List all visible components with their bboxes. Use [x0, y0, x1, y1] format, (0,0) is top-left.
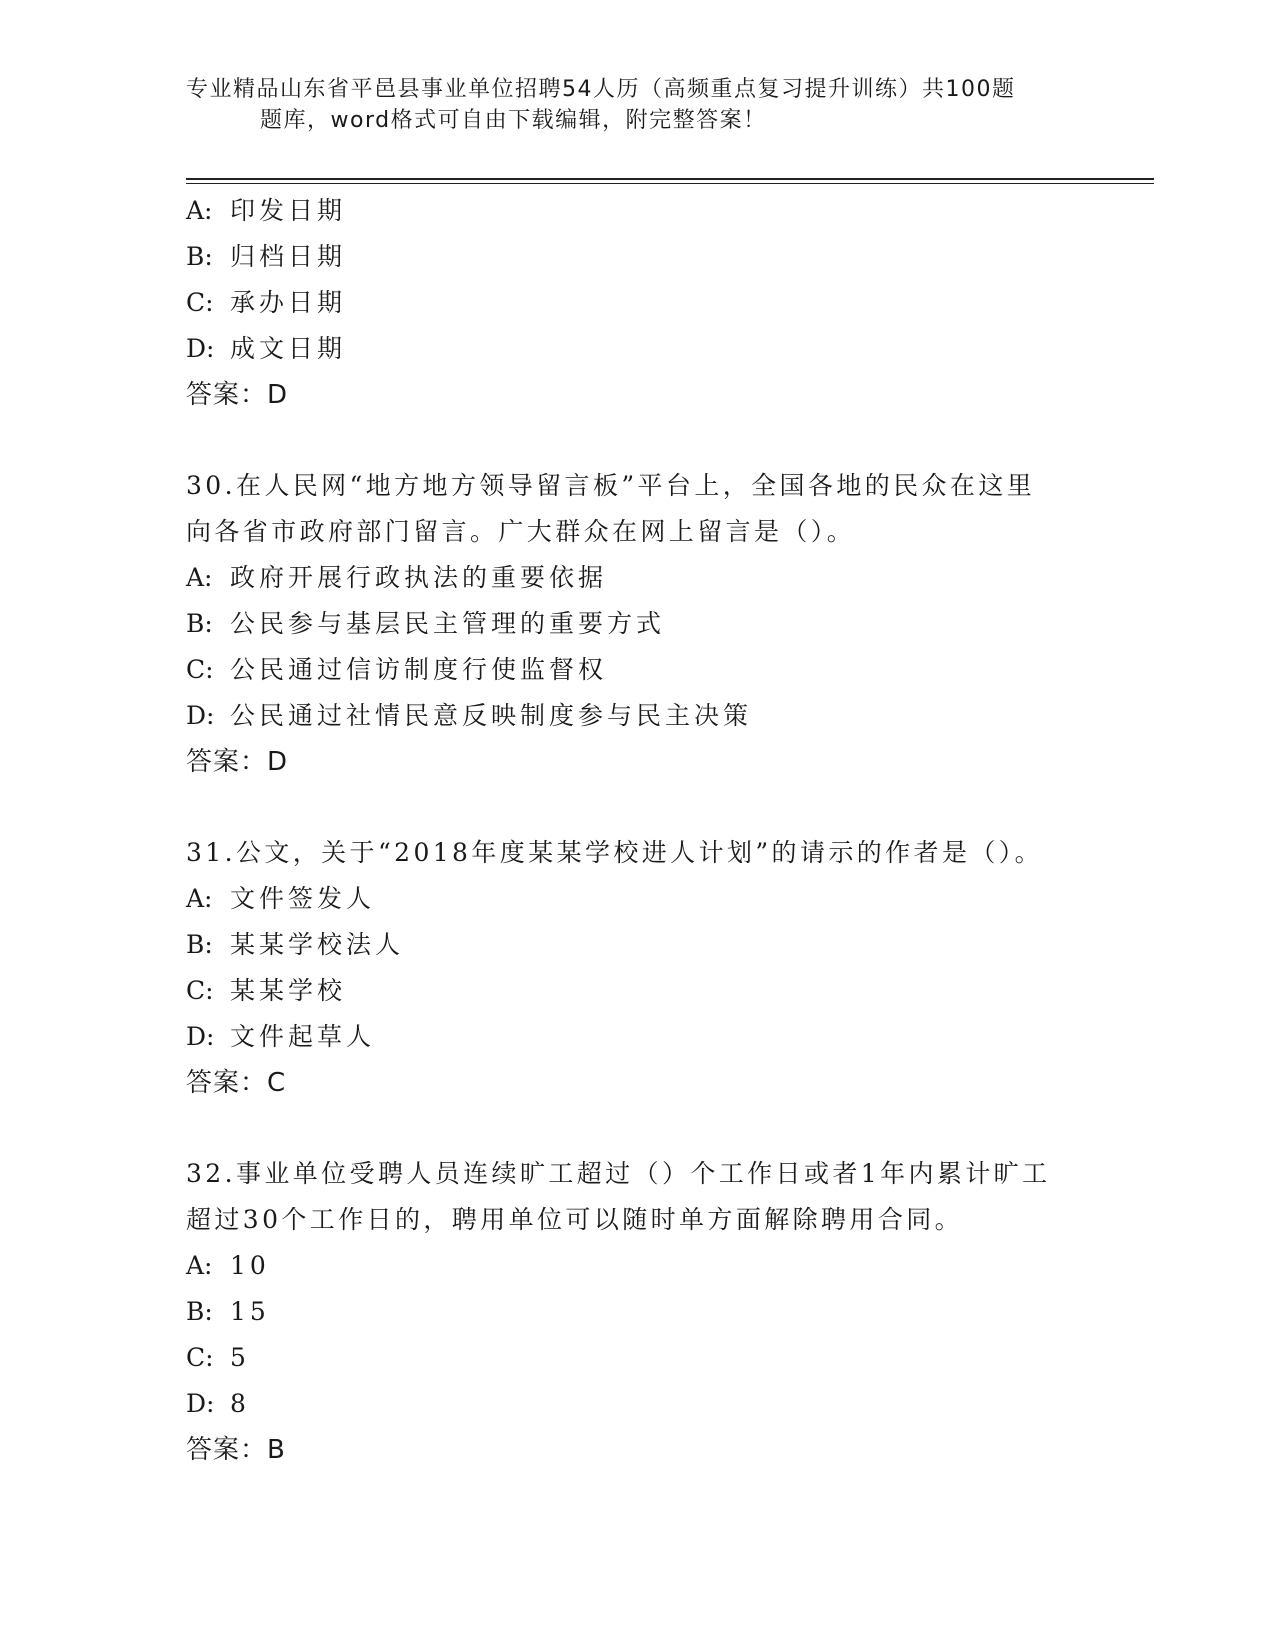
- option-d: [186, 1014, 1086, 1060]
- option-text: 10: [230, 1251, 270, 1280]
- option-a: [186, 1243, 1086, 1289]
- option-text: 承办日期: [230, 288, 347, 317]
- option-text: 文件起草人: [230, 1022, 376, 1051]
- option-text: 印发日期: [230, 196, 347, 225]
- question-32: [186, 1151, 1086, 1473]
- option-letter: A:: [186, 563, 213, 592]
- option-letter: A:: [186, 884, 213, 913]
- option-letter: B:: [186, 609, 213, 638]
- option-a: [186, 555, 1086, 601]
- option-letter: C:: [186, 288, 214, 317]
- option-letter: D:: [186, 701, 215, 730]
- option-letter: D:: [186, 1022, 215, 1051]
- answer-label: 答案：: [186, 1068, 268, 1098]
- answer-label: 答案：: [186, 747, 268, 777]
- header-title-line-2: 题库，word格式可自由下载编辑，附完整答案！: [260, 108, 767, 133]
- option-letter: B:: [186, 1297, 213, 1326]
- option-b: [186, 601, 1086, 647]
- header-rule-thin: [186, 183, 1154, 184]
- answer-label: 答案：: [186, 380, 268, 410]
- option-text: 归档日期: [230, 242, 347, 271]
- option-text: 公民参与基层民主管理的重要方式: [230, 609, 666, 638]
- document-header: [186, 74, 1066, 136]
- question-list: [186, 188, 1086, 1473]
- answer-value: B: [267, 1435, 286, 1465]
- option-text: 15: [230, 1297, 270, 1326]
- option-b: [186, 922, 1086, 968]
- option-c: [186, 280, 1086, 326]
- option-a: [186, 876, 1086, 922]
- question-stem: 30.在人民网“地方地方领导留言板”平台上，全国各地的民众在这里: [186, 471, 1036, 500]
- answer-line: [186, 1060, 1086, 1106]
- question-30: [186, 463, 1086, 785]
- option-d: [186, 693, 1086, 739]
- option-text: 公民通过信访制度行使监督权: [230, 655, 608, 684]
- spacer: [186, 418, 1086, 463]
- option-text: 公民通过社情民意反映制度参与民主决策: [230, 701, 753, 730]
- answer-label: 答案：: [186, 1435, 268, 1465]
- option-letter: A:: [186, 196, 213, 225]
- option-c: [186, 968, 1086, 1014]
- option-text: 某某学校法人: [230, 930, 405, 959]
- option-d: [186, 1381, 1086, 1427]
- answer-line: [186, 739, 1086, 785]
- answer-value: D: [267, 747, 289, 777]
- option-letter: C:: [186, 976, 214, 1005]
- option-b: [186, 1289, 1086, 1335]
- option-letter: C:: [186, 1343, 214, 1372]
- option-text: 5: [230, 1343, 250, 1372]
- option-letter: B:: [186, 930, 213, 959]
- question-stem: 32.事业单位受聘人员连续旷工超过（）个工作日或者1年内累计旷工: [186, 1159, 1051, 1188]
- option-d: [186, 326, 1086, 372]
- question-stem: 超过30个工作日的，聘用单位可以随时单方面解除聘用合同。: [186, 1205, 964, 1234]
- option-letter: D:: [186, 334, 215, 363]
- option-text: 政府开展行政执法的重要依据: [230, 563, 608, 592]
- question-29-continued: [186, 188, 1086, 418]
- option-text: 某某学校: [230, 976, 347, 1005]
- answer-value: C: [267, 1068, 287, 1098]
- header-rule-thick: [186, 178, 1154, 180]
- option-a: [186, 188, 1086, 234]
- option-letter: A:: [186, 1251, 213, 1280]
- header-title-line-1: 专业精品山东省平邑县事业单位招聘54人历（高频重点复习提升训练）共100题: [186, 77, 1016, 102]
- option-text: 文件签发人: [230, 884, 376, 913]
- option-text: 成文日期: [230, 334, 347, 363]
- option-letter: C:: [186, 655, 214, 684]
- answer-value: D: [267, 380, 289, 410]
- spacer: [186, 785, 1086, 830]
- option-text: 8: [230, 1389, 250, 1418]
- question-31: [186, 830, 1086, 1106]
- question-stem: 向各省市政府部门留言。广大群众在网上留言是（）。: [186, 517, 856, 546]
- question-stem: 31.公文，关于“2018年度某某学校进人计划”的请示的作者是（）。: [186, 838, 1044, 867]
- option-c: [186, 1335, 1086, 1381]
- answer-line: [186, 372, 1086, 418]
- spacer: [186, 1106, 1086, 1151]
- option-c: [186, 647, 1086, 693]
- answer-line: [186, 1427, 1086, 1473]
- option-b: [186, 234, 1086, 280]
- option-letter: D:: [186, 1389, 215, 1418]
- option-letter: B:: [186, 242, 213, 271]
